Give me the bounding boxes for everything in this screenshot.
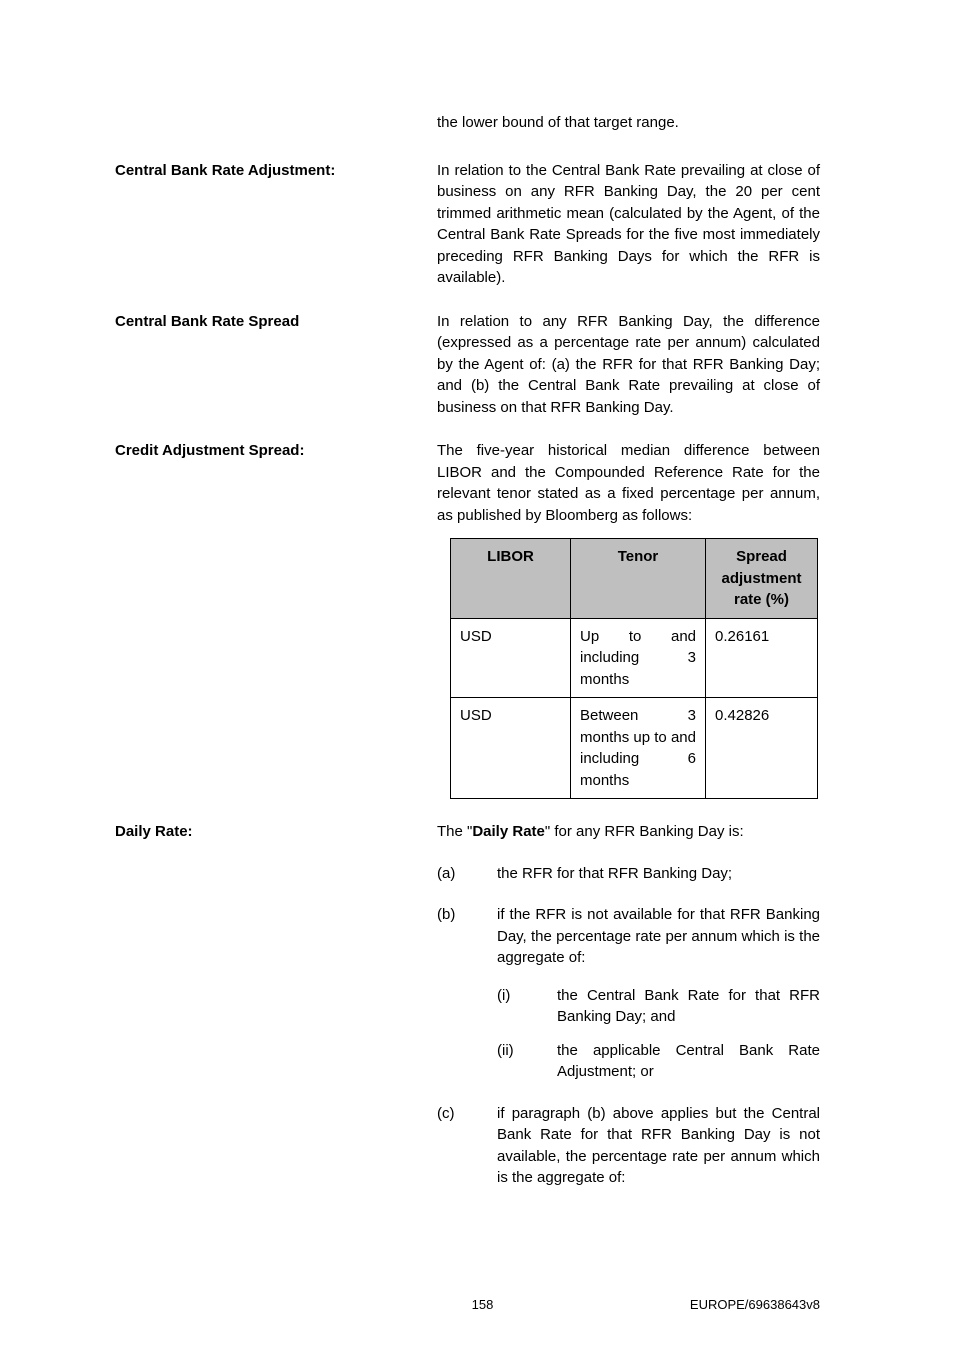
cell-spread-rate: 0.26161	[706, 618, 818, 698]
column-header-tenor: Tenor	[571, 539, 706, 619]
term-definition: The five-year historical median difference between LIBOR and the Compounded Reference Rate for the relevant tenor stated as a fixed percentage per annum, as published by Bloomberg as follows:	[437, 442, 820, 524]
term-definition-wrap	[437, 440, 820, 799]
term-label-colon: :	[187, 823, 193, 840]
list-text: the Central Bank Rate for that RFR Banking Day; and	[557, 986, 820, 1025]
cell-libor: USD	[451, 698, 571, 799]
term-label: Central Bank Rate Spread	[115, 312, 300, 330]
intro-bold: Daily Rate	[472, 823, 545, 840]
term-label: Credit Adjustment Spread:	[115, 442, 305, 459]
term-definition-wrap	[437, 821, 820, 1189]
term-label	[115, 821, 437, 843]
list-item-c	[437, 1103, 820, 1189]
list-marker: (i)	[497, 986, 511, 1004]
list-text: the RFR for that RFR Banking Day;	[497, 864, 733, 882]
spread-adjustment-table	[450, 538, 818, 799]
list-text: if paragraph (b) above applies but the Central Bank Rate for that RFR Banking Day is not available, the percentage rate per annum which is the aggregate of:	[497, 1104, 820, 1186]
definition-row-central-bank-rate-adjustment	[115, 160, 820, 289]
intro-suffix: " for any RFR Banking Day is:	[544, 823, 744, 840]
list-text: the applicable Central Bank Rate Adjustment; or	[557, 1041, 820, 1080]
intro-prefix: The "	[437, 823, 473, 840]
continuation-text: the lower bound of that target range.	[437, 114, 679, 131]
list-item-i	[497, 985, 820, 1028]
cell-tenor: Up to and including 3 months	[571, 618, 706, 698]
table-row	[451, 698, 818, 799]
sub-list	[497, 985, 820, 1083]
definition-row-credit-adjustment-spread	[115, 440, 820, 799]
page-number: 158	[471, 1297, 494, 1312]
cell-libor: USD	[451, 618, 571, 698]
list-item-ii	[497, 1040, 820, 1083]
page-footer	[0, 1296, 965, 1316]
column-header-libor: LIBOR	[451, 539, 571, 619]
list-marker: (c)	[437, 1104, 455, 1122]
daily-rate-intro	[437, 821, 820, 843]
list-item-b	[437, 904, 820, 969]
document-content	[115, 112, 820, 1211]
list-item-a	[437, 863, 820, 885]
definition-row-daily-rate	[115, 821, 820, 1189]
term-definition: In relation to the Central Bank Rate prevailing at close of business on any RFR Banking Day, the 20 per cent trimmed arithmetic mean (calculated by the Agent, of the Central Bank Rate Spreads for the five most immediately preceding RFR Banking Days for which the RFR is available).	[437, 161, 820, 286]
list-text: if the RFR is not available for that RFR Banking Day, the percentage rate per annum which is the aggregate of:	[497, 906, 820, 966]
document-reference: EUROPE/69638643v8	[689, 1297, 820, 1312]
table-header-row	[451, 539, 818, 619]
cell-spread-rate: 0.42826	[706, 698, 818, 799]
term-definition: In relation to any RFR Banking Day, the difference (expressed as a percentage rate per annum) calculated by the Agent of: (a) the RFR for that RFR Banking Day; and (b) the Central Bank Rate prevailing at close of business on that RFR Banking Day.	[437, 312, 820, 416]
column-header-spread-rate: Spread adjustment rate (%)	[706, 539, 818, 619]
list-marker: (a)	[437, 864, 456, 882]
term-label: Central Bank Rate Adjustment:	[115, 161, 336, 179]
list-marker: (ii)	[497, 1041, 514, 1059]
term-label-text: Daily Rate	[115, 823, 188, 840]
cell-tenor: Between 3 months up to and including 6 months	[571, 698, 706, 799]
list-marker: (b)	[437, 906, 456, 923]
definition-row-central-bank-rate-spread	[115, 311, 820, 419]
table-row	[451, 618, 818, 698]
